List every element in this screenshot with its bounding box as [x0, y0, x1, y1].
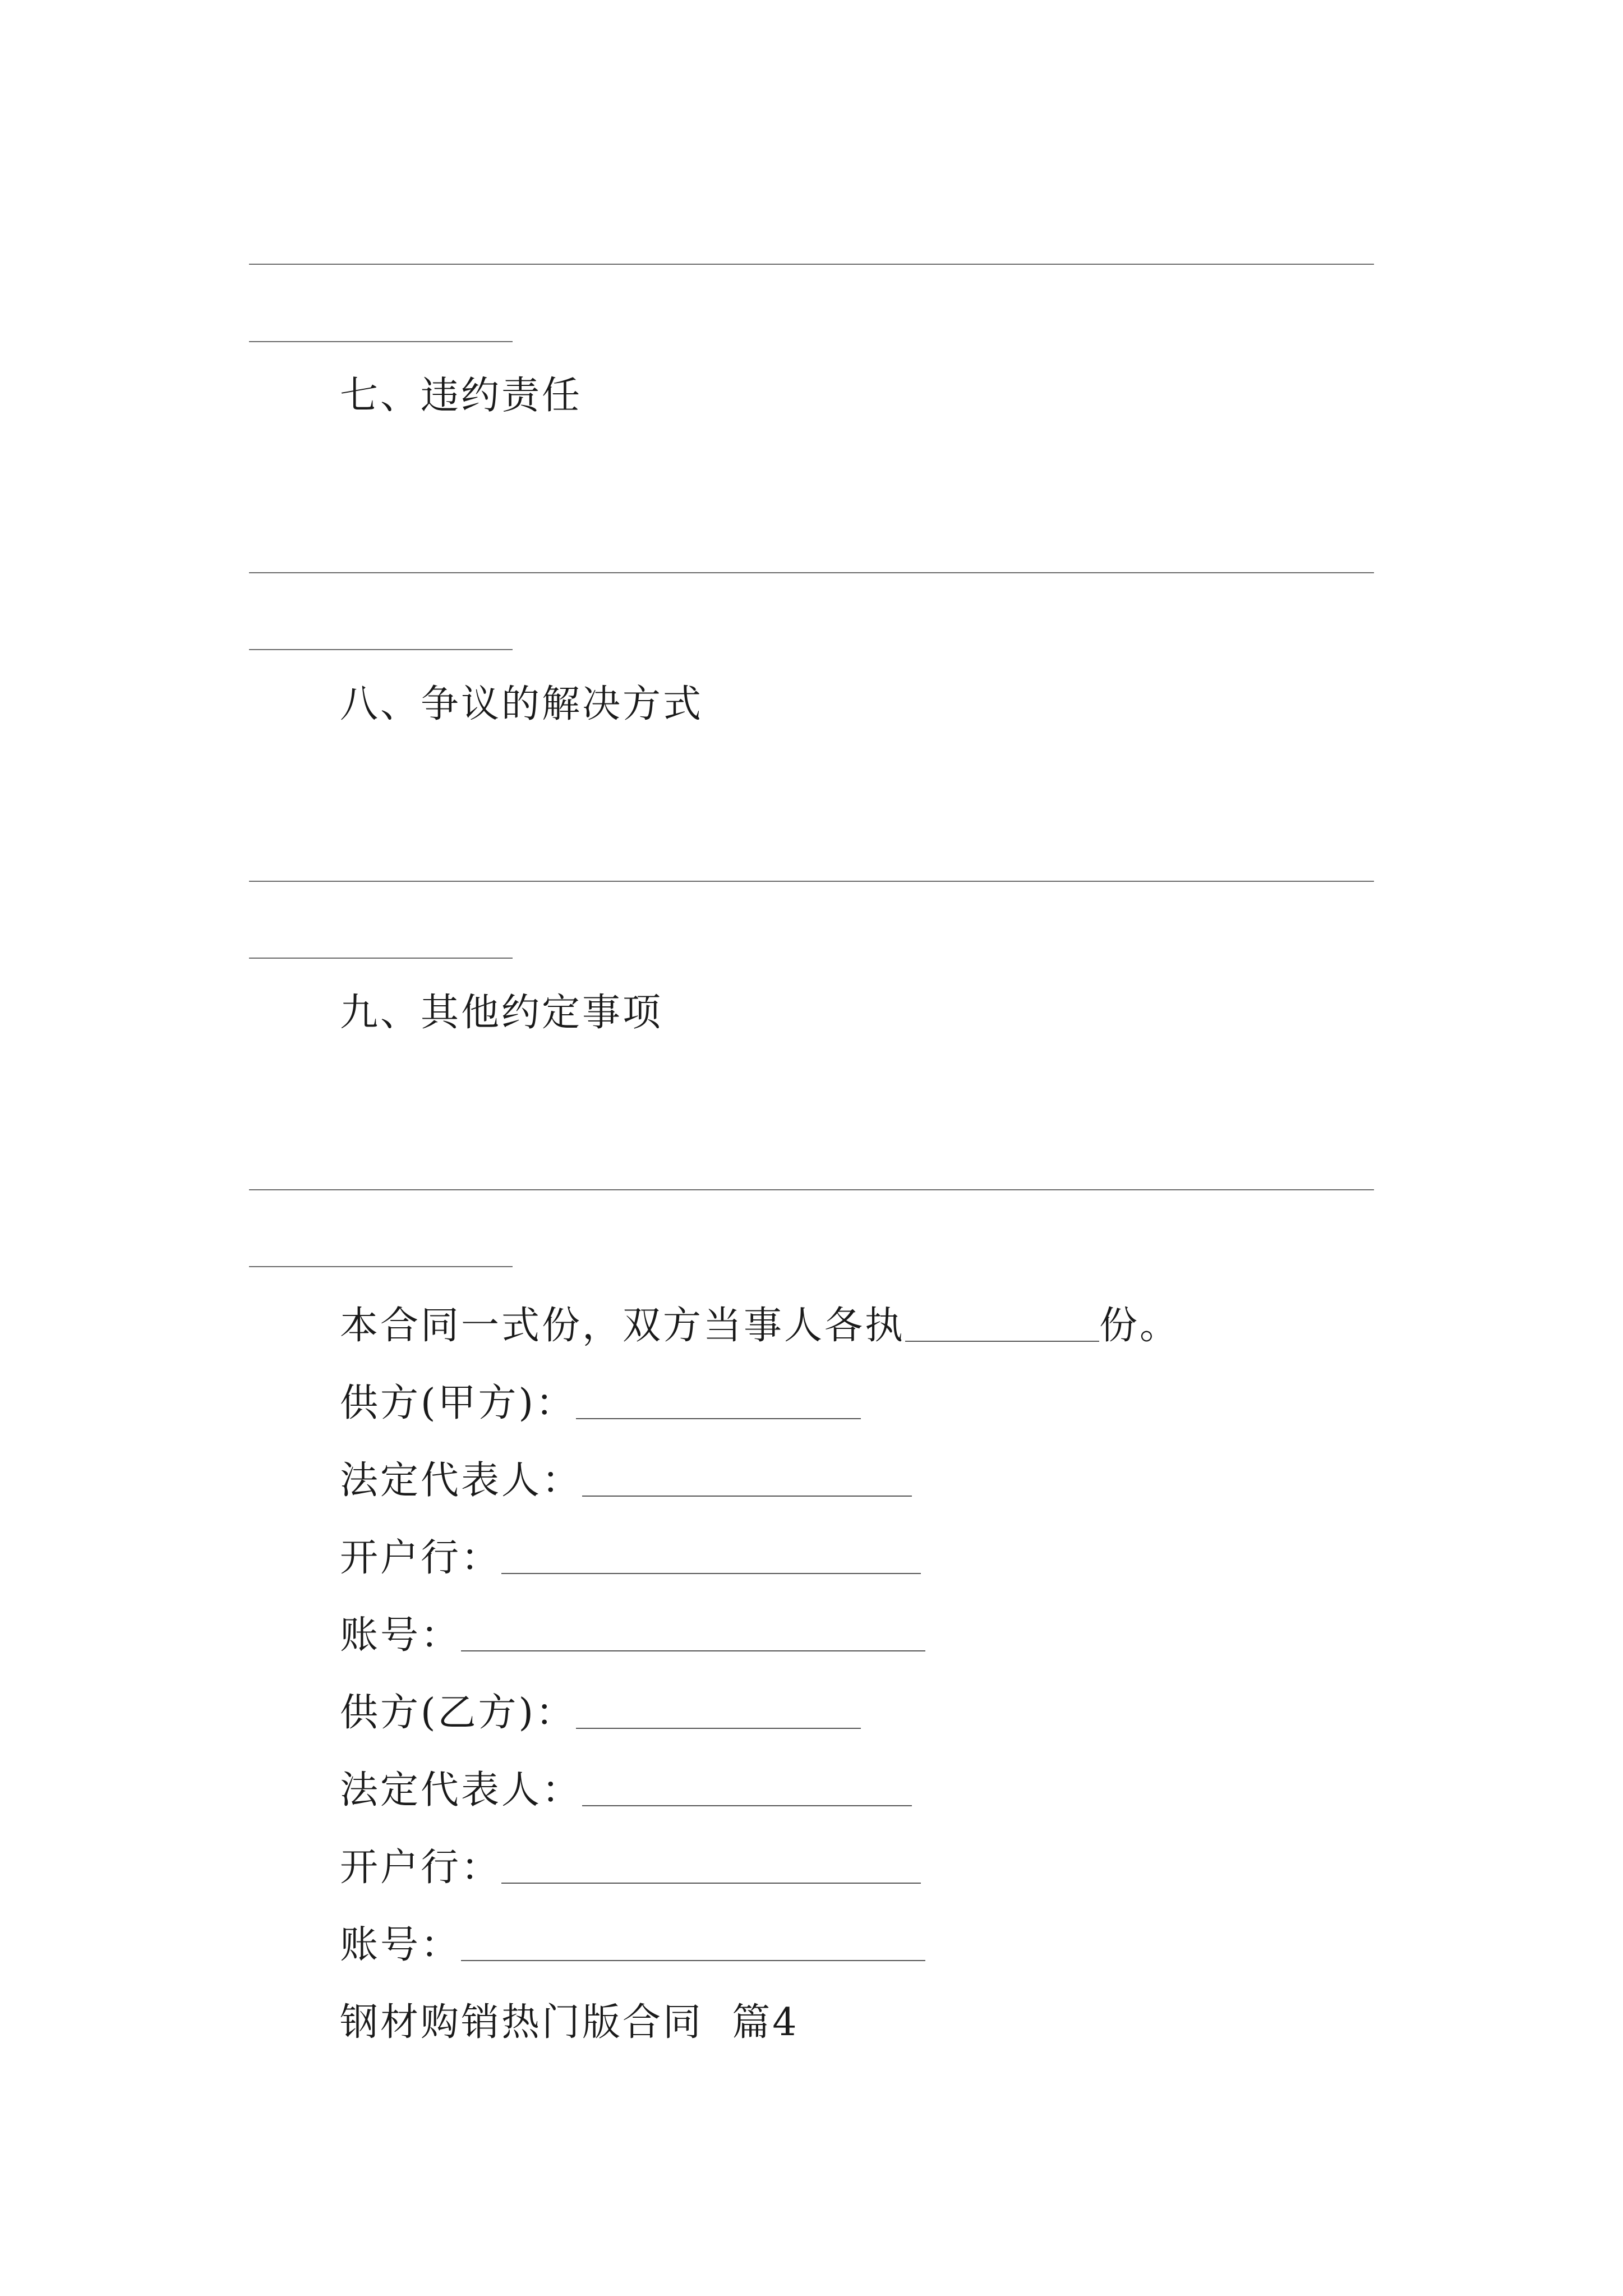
party-a-bank-blank	[501, 1570, 921, 1571]
fill-line-short	[249, 1266, 513, 1267]
fill-line-short	[249, 958, 513, 959]
party-a-bank-label: 开户行：	[340, 1536, 502, 1580]
party-b-supplier	[340, 1691, 861, 1735]
party-b-account	[340, 1923, 925, 1967]
party-a-account	[340, 1613, 925, 1658]
party-b-bank-label: 开户行：	[340, 1846, 502, 1890]
party-b-supplier-label: 供方(乙方)：	[340, 1691, 577, 1735]
party-a-supplier-blank	[576, 1415, 861, 1416]
section-heading-other: 九、其他约定事项	[340, 991, 663, 1035]
fill-line	[249, 1189, 1374, 1190]
party-a-bank	[340, 1536, 921, 1580]
party-b-supplier-blank	[576, 1725, 861, 1726]
party-a-supplier	[340, 1381, 861, 1425]
next-contract-title: 钢材购销热门版合同 篇4	[340, 2000, 799, 2045]
copies-clause	[340, 1304, 1181, 1348]
copies-clause-text: 本合同一式份，双方当事人各执	[340, 1304, 906, 1348]
party-b-account-blank	[461, 1957, 925, 1958]
party-a-supplier-label: 供方(甲方)：	[340, 1381, 577, 1425]
party-b-account-label: 账号：	[340, 1923, 462, 1967]
party-b-representative-label: 法定代表人：	[340, 1768, 583, 1812]
fill-line	[249, 881, 1374, 882]
fill-line-short	[249, 649, 513, 650]
section-heading-breach: 七、违约责任	[340, 374, 583, 418]
fill-line-short	[249, 341, 513, 342]
party-a-account-label: 账号：	[340, 1613, 462, 1658]
party-a-representative	[340, 1458, 912, 1503]
fill-line	[249, 572, 1374, 573]
party-b-bank	[340, 1846, 921, 1890]
party-b-representative-blank	[582, 1802, 912, 1803]
copies-clause-end: 份。	[1099, 1304, 1181, 1348]
fill-line	[249, 264, 1374, 265]
party-a-representative-label: 法定代表人：	[340, 1458, 583, 1503]
party-b-representative	[340, 1768, 912, 1812]
section-heading-dispute: 八、争议的解决方式	[340, 682, 704, 726]
